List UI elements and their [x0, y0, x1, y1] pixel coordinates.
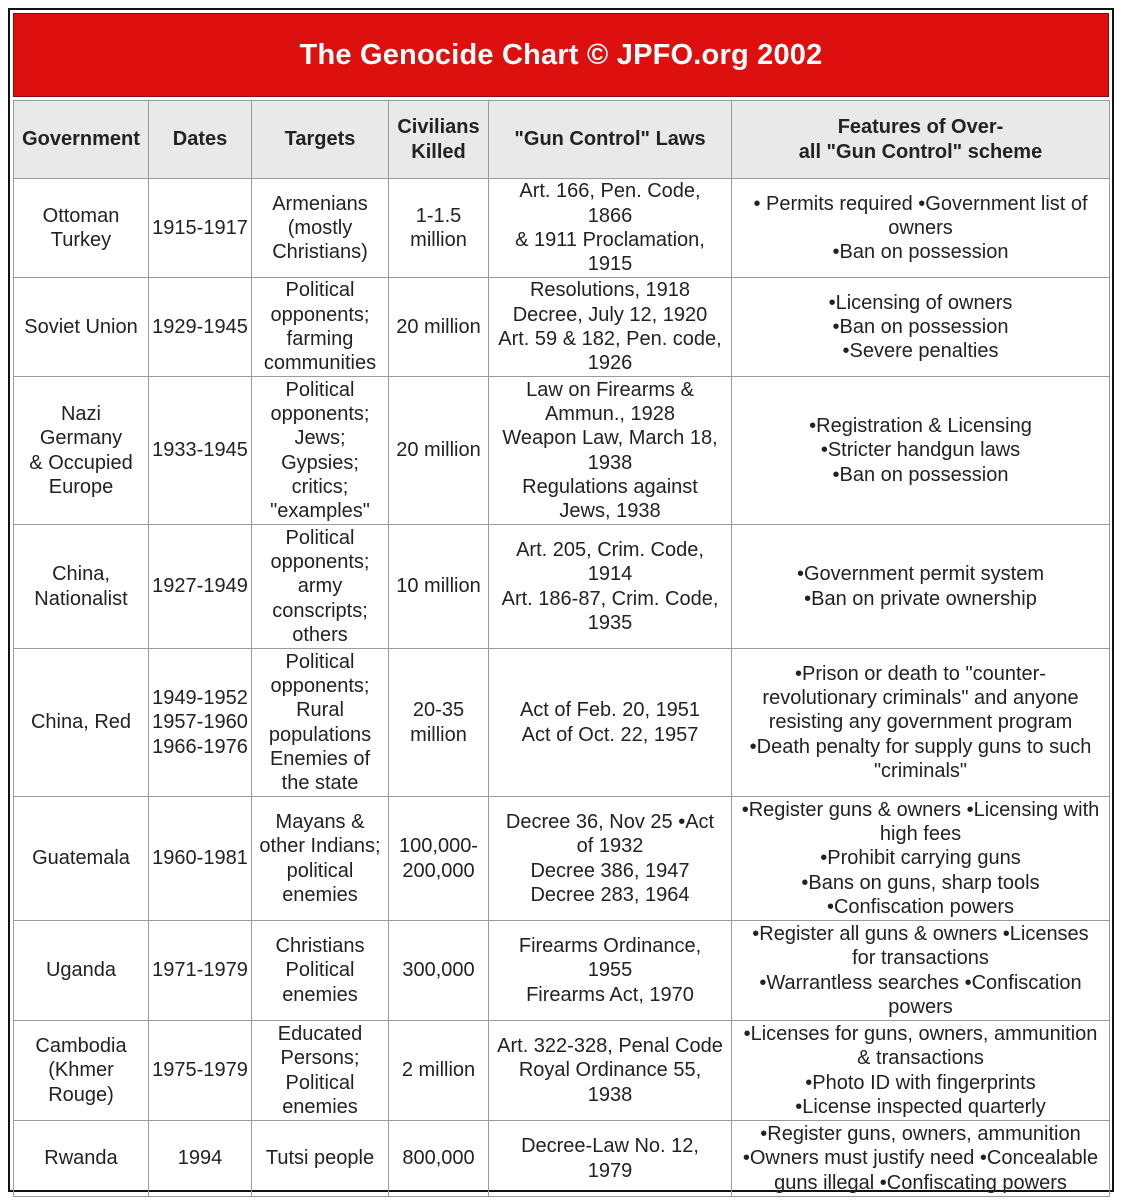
cell-text: 1915-1917: [152, 216, 248, 239]
cell-text: Art. 166, Pen. Code,: [519, 180, 701, 203]
cell-text: Armenians: [272, 192, 368, 215]
cell-text: 20-35: [412, 699, 465, 722]
civilians-killed-cell: [389, 179, 489, 278]
cell-text: • Permits required •Government list of: [753, 192, 1088, 215]
cell-text: •Ban on private ownership: [804, 587, 1037, 610]
cell-text: Resolutions, 1918: [529, 279, 691, 302]
cell-text: 1960-1981: [152, 847, 248, 870]
cell-text: 200,000: [402, 859, 475, 882]
government-cell: [14, 797, 149, 921]
cell-text: 20 million: [396, 439, 481, 462]
cell-text: •Register all guns & owners •Licenses: [752, 922, 1089, 945]
cell-text: Decree-Law No. 12,: [521, 1135, 699, 1158]
cell-text: Decree 36, Nov 25 •Act: [505, 810, 715, 833]
government-cell: [14, 1121, 149, 1197]
cell-text: Decree 283, 1964: [530, 883, 690, 906]
targets-cell: [252, 1121, 389, 1197]
cell-text: (Khmer: [48, 1059, 114, 1082]
cell-text: 1866: [587, 204, 633, 227]
cell-text: Mayans &: [275, 810, 365, 833]
cell-text: high fees: [879, 823, 962, 846]
header-civilians-killed: [389, 101, 489, 179]
cell-text: 1938: [587, 451, 633, 474]
cell-text: •Licensing of owners: [828, 291, 1013, 314]
civilians-killed-cell: [389, 1121, 489, 1197]
cell-text: revolutionary criminals" and anyone: [762, 687, 1079, 710]
cell-text: & 1911 Proclamation,: [515, 229, 705, 251]
cell-text: 10 million: [396, 575, 481, 598]
header-text: Killed: [411, 140, 466, 163]
civilians-killed-cell: [389, 278, 489, 377]
cell-text: 300,000: [402, 959, 475, 982]
cell-text: 800,000: [402, 1147, 475, 1170]
cell-text: critics;: [291, 475, 349, 498]
header-targets: [252, 101, 389, 179]
dates-cell: [149, 377, 252, 525]
dates-cell: [149, 649, 252, 797]
features-cell: [732, 797, 1110, 921]
cell-text: opponents;: [270, 303, 370, 326]
cell-text: 1926: [587, 352, 633, 375]
cell-text: Act of Feb. 20, 1951: [519, 699, 701, 722]
cell-text: Germany: [39, 427, 123, 450]
cell-text: •License inspected quarterly: [795, 1095, 1046, 1118]
cell-text: Enemies of: [269, 747, 371, 770]
features-cell: [732, 649, 1110, 797]
cell-text: Royal Ordinance 55,: [518, 1059, 702, 1082]
cell-text: •Photo ID with fingerprints: [805, 1071, 1036, 1094]
cell-text: Art. 186-87, Crim. Code,: [501, 587, 719, 610]
cell-text: enemies: [282, 1095, 358, 1118]
targets-cell: [252, 649, 389, 797]
cell-text: •Bans on guns, sharp tools: [801, 871, 1040, 894]
cell-text: 1927-1949: [152, 575, 248, 598]
features-cell: [732, 179, 1110, 278]
table-row: [14, 797, 1110, 921]
header-text: Features of Over-: [837, 116, 1004, 139]
cell-text: Persons;: [280, 1047, 360, 1070]
features-cell: [732, 278, 1110, 377]
cell-text: •Register guns, owners, ammunition: [760, 1123, 1081, 1146]
targets-cell: [252, 278, 389, 377]
cell-text: owners: [888, 216, 953, 239]
table-row: [14, 377, 1110, 525]
gun-control-laws-cell: [489, 921, 732, 1021]
cell-text: Nazi: [60, 402, 101, 425]
features-cell: [732, 377, 1110, 525]
cell-text: Decree, July 12, 1920: [512, 303, 708, 326]
cell-text: Art. 205, Crim. Code,: [516, 538, 704, 561]
features-cell: [732, 921, 1110, 1021]
cell-text: Educated: [277, 1022, 363, 1045]
cell-text: (mostly: [287, 216, 353, 239]
cell-text: 100,000-: [399, 835, 478, 858]
header-row: [14, 101, 1110, 179]
civilians-killed-cell: [389, 797, 489, 921]
government-cell: [14, 377, 149, 525]
cell-text: •Ban on possession: [832, 463, 1009, 486]
cell-text: 1971-1979: [152, 959, 248, 982]
cell-text: •Ban on possession: [832, 241, 1009, 264]
dates-cell: [149, 1121, 252, 1197]
cell-text: Weapon Law, March 18,: [502, 427, 718, 450]
cell-text: •Prohibit carrying guns: [820, 847, 1021, 870]
cell-text: Christians: [275, 935, 365, 958]
cell-text: 1-1.5: [415, 204, 462, 227]
government-cell: [14, 278, 149, 377]
cell-text: populations: [268, 723, 372, 746]
targets-cell: [252, 1021, 389, 1121]
targets-cell: [252, 525, 389, 649]
features-cell: [732, 1121, 1110, 1197]
government-cell: [14, 1021, 149, 1121]
gun-control-laws-cell: [489, 797, 732, 921]
civilians-killed-cell: [389, 649, 489, 797]
dates-cell: [149, 278, 252, 377]
cell-text: Christians): [272, 241, 368, 264]
table-row: [14, 1021, 1110, 1121]
civilians-killed-cell: [389, 921, 489, 1021]
cell-text: Rouge): [48, 1083, 114, 1106]
cell-text: guns illegal •Confiscating powers: [774, 1171, 1067, 1194]
cell-text: million: [410, 229, 467, 251]
cell-text: •Registration & Licensing: [809, 415, 1032, 438]
cell-text: farming: [286, 328, 354, 350]
cell-text: 1975-1979: [152, 1059, 248, 1082]
features-cell: [732, 525, 1110, 649]
targets-cell: [252, 921, 389, 1021]
header-text: Government: [22, 128, 140, 151]
government-cell: [14, 649, 149, 797]
targets-cell: [252, 377, 389, 525]
cell-text: conscripts;: [272, 599, 368, 622]
cell-text: Uganda: [45, 959, 117, 982]
cell-text: •Owners must justify need •Concealable: [742, 1147, 1099, 1170]
table-row: [14, 649, 1110, 797]
cell-text: & transactions: [857, 1047, 984, 1070]
header-text: all "Gun Control" scheme: [798, 140, 1043, 163]
cell-text: others: [292, 623, 348, 646]
cell-text: 1994: [177, 1147, 223, 1170]
cell-text: enemies: [282, 883, 358, 906]
cell-text: China,: [52, 563, 110, 586]
chart-title: The Genocide Chart © JPFO.org 2002: [299, 38, 823, 71]
cell-text: "criminals": [873, 759, 968, 782]
cell-text: Political: [285, 650, 355, 673]
cell-text: Nationalist: [34, 587, 128, 610]
cell-text: 1933-1945: [152, 439, 248, 462]
header-gun-control-laws: [489, 101, 732, 179]
cell-text: Law on Firearms &: [526, 378, 694, 401]
cell-text: Turkey: [50, 229, 112, 251]
cell-text: "examples": [270, 500, 370, 523]
cell-text: the state: [281, 772, 359, 795]
cell-text: other Indians;: [259, 835, 381, 858]
cell-text: •Stricter handgun laws: [820, 439, 1021, 462]
cell-text: 2 million: [401, 1059, 476, 1082]
dates-cell: [149, 797, 252, 921]
cell-text: 1949-1952: [152, 687, 248, 710]
table-body: [14, 179, 1110, 1197]
cell-text: Art. 322-328, Penal Code: [497, 1035, 723, 1058]
cell-text: •Ban on possession: [832, 315, 1009, 338]
cell-text: Gypsies;: [281, 451, 359, 474]
cell-text: of 1932: [576, 835, 644, 858]
dates-cell: [149, 1021, 252, 1121]
table-row: [14, 921, 1110, 1021]
cell-text: & Occupied: [29, 451, 133, 474]
cell-text: Jews;: [294, 427, 346, 450]
cell-text: Ammun., 1928: [544, 402, 676, 425]
government-cell: [14, 525, 149, 649]
cell-text: •Severe penalties: [842, 340, 999, 363]
table-row: [14, 278, 1110, 377]
cell-text: Cambodia: [35, 1035, 127, 1058]
cell-text: •Warrantless searches •Confiscation: [759, 971, 1082, 994]
cell-text: •Government permit system: [796, 563, 1045, 586]
dates-cell: [149, 179, 252, 278]
cell-text: Europe: [48, 475, 114, 498]
cell-text: opponents;: [270, 551, 370, 574]
chart-frame: [8, 8, 1114, 1192]
cell-text: 1938: [587, 1083, 633, 1106]
cell-text: •Licenses for guns, owners, ammunition: [743, 1022, 1098, 1045]
cell-text: Political: [285, 279, 355, 302]
cell-text: •Confiscation powers: [826, 895, 1015, 918]
header-text: Targets: [284, 128, 356, 151]
cell-text: •Prison or death to "counter-: [795, 662, 1046, 685]
targets-cell: [252, 179, 389, 278]
table-row: [14, 1121, 1110, 1197]
cell-text: •Register guns & owners •Licensing with: [741, 798, 1100, 821]
cell-text: Political: [285, 1071, 355, 1094]
cell-text: China, Red: [30, 711, 132, 734]
cell-text: Jews, 1938: [559, 500, 661, 523]
cell-text: 1979: [587, 1159, 633, 1182]
cell-text: Act of Oct. 22, 1957: [521, 723, 699, 746]
cell-text: 1935: [587, 611, 633, 634]
gun-control-laws-cell: [489, 377, 732, 525]
cell-text: powers: [888, 995, 953, 1018]
header-government: [14, 101, 149, 179]
cell-text: Guatemala: [32, 847, 130, 870]
features-cell: [732, 1021, 1110, 1121]
cell-text: Political: [285, 378, 355, 401]
cell-text: 1957-1960: [152, 711, 248, 734]
table-row: [14, 179, 1110, 278]
cell-text: Political: [285, 959, 355, 982]
cell-text: 1966-1976: [152, 735, 248, 758]
header-dates: [149, 101, 252, 179]
cell-text: opponents;: [270, 674, 370, 697]
cell-text: resisting any government program: [768, 711, 1073, 734]
cell-text: Regulations against: [522, 475, 698, 498]
cell-text: Rwanda: [44, 1147, 118, 1170]
cell-text: Decree 386, 1947: [530, 859, 690, 882]
header-features: [732, 101, 1110, 179]
cell-text: Firearms Ordinance,: [518, 935, 702, 958]
government-cell: [14, 921, 149, 1021]
gun-control-laws-cell: [489, 1121, 732, 1197]
gun-control-laws-cell: [489, 1021, 732, 1121]
cell-text: 1914: [587, 563, 633, 586]
cell-text: political: [286, 859, 354, 882]
civilians-killed-cell: [389, 1021, 489, 1121]
targets-cell: [252, 797, 389, 921]
cell-text: opponents;: [270, 402, 370, 425]
header-text: Civilians: [397, 116, 480, 139]
cell-text: million: [410, 723, 467, 746]
cell-text: Art. 59 & 182, Pen. code,: [498, 328, 722, 350]
cell-text: Tutsi people: [265, 1147, 375, 1170]
civilians-killed-cell: [389, 525, 489, 649]
gun-control-laws-cell: [489, 525, 732, 649]
government-cell: [14, 179, 149, 278]
table-row: [14, 525, 1110, 649]
cell-text: 1929-1945: [152, 315, 248, 338]
dates-cell: [149, 921, 252, 1021]
cell-text: Soviet Union: [24, 315, 138, 338]
cell-text: •Death penalty for supply guns to such: [749, 735, 1092, 758]
cell-text: Political: [285, 526, 355, 549]
civilians-killed-cell: [389, 377, 489, 525]
gun-control-laws-cell: [489, 179, 732, 278]
header-text: Dates: [172, 128, 228, 151]
cell-text: enemies: [282, 983, 358, 1006]
cell-text: Firearms Act, 1970: [526, 983, 694, 1006]
cell-text: Rural: [296, 699, 344, 722]
dates-cell: [149, 525, 252, 649]
gun-control-laws-cell: [489, 649, 732, 797]
cell-text: Ottoman: [42, 204, 120, 227]
cell-text: 1955: [587, 959, 633, 982]
genocide-table: [13, 100, 1110, 1197]
cell-text: 1915: [587, 253, 633, 276]
title-banner: [13, 13, 1109, 97]
header-text: "Gun Control" Laws: [514, 128, 706, 151]
cell-text: communities: [263, 352, 377, 375]
cell-text: for transactions: [852, 947, 989, 970]
cell-text: 20 million: [396, 315, 481, 338]
gun-control-laws-cell: [489, 278, 732, 377]
cell-text: army: [297, 575, 343, 598]
